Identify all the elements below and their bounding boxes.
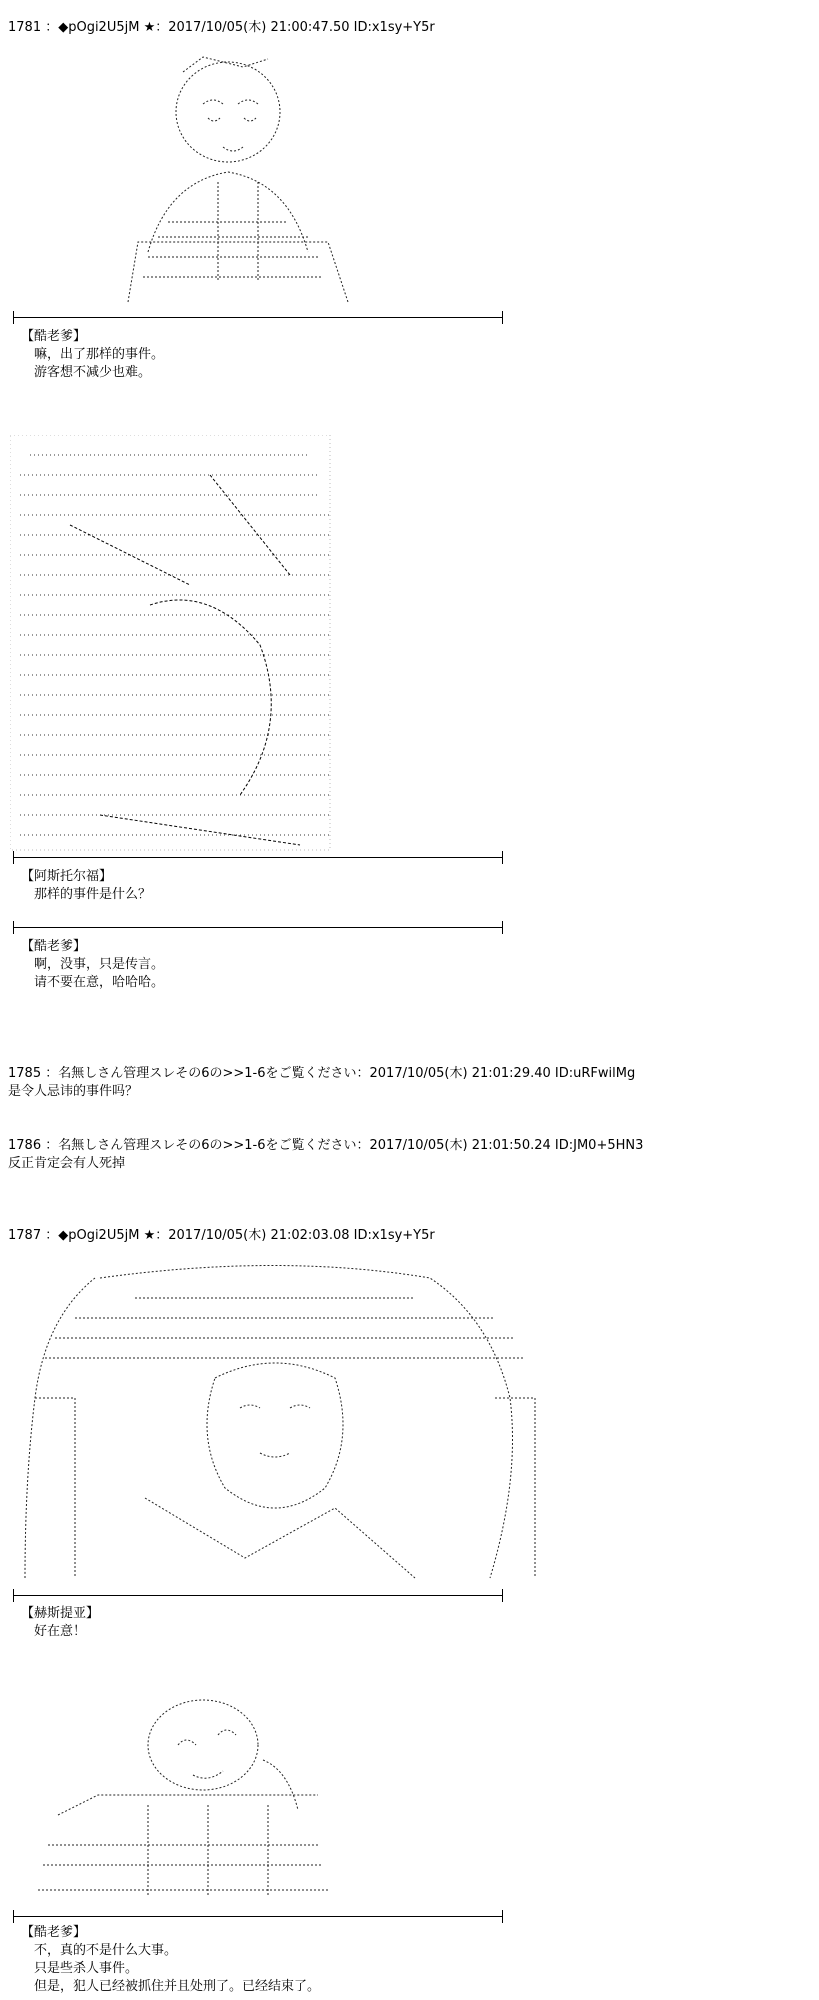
dialogue-divider: [13, 857, 503, 858]
speaker-label: 【酷老爹】: [21, 329, 87, 344]
dialogue-line: 但是，犯人已经被抓住并且处刑了。已经结束了。: [34, 1979, 321, 1994]
speaker-label: 【赫斯提亚】: [21, 1606, 100, 1621]
dialogue-divider: [13, 927, 503, 928]
post-body-1786: 反正肯定会有人死掉: [8, 1156, 126, 1171]
ascii-art-kuroushin-2: [28, 1695, 328, 1905]
dialogue-line: 只是些杀人事件。: [34, 1961, 139, 1976]
speaker-label: 【阿斯托尔福】: [21, 869, 113, 884]
speaker-label: 【酷老爹】: [21, 1925, 87, 1940]
ascii-art-hestia: [15, 1258, 545, 1588]
post-header-1785: 1785 ：名無しさん管理スレその6の>>1-6をご覧ください：2017/10/05(木) 21:01:29.40 ID:uRFwilMg: [8, 1066, 636, 1081]
dialogue-line: 不，真的不是什么大事。: [34, 1943, 178, 1958]
dialogue-divider: [13, 1595, 503, 1596]
post-body-1785: 是令人忌讳的事件吗？: [8, 1084, 139, 1099]
dialogue-line: 游客想不减少也难。: [34, 365, 152, 380]
post-header-1787: 1787 ：◆pOgi2U5jM ★：2017/10/05(木) 21:02:03.08 ID:x1sy+Y5r: [8, 1228, 435, 1243]
dialogue-line: 请不要在意，哈哈哈。: [34, 975, 165, 990]
dialogue-divider: [13, 317, 503, 318]
speaker-label: 【酷老爹】: [21, 939, 87, 954]
dialogue-divider: [13, 1916, 503, 1917]
dialogue-line: 嘛，出了那样的事件。: [34, 347, 165, 362]
dialogue-line: 好在意！: [34, 1624, 87, 1639]
dialogue-line: 那样的事件是什么？: [34, 887, 152, 902]
post-header-1781: 1781 ：◆pOgi2U5jM ★：2017/10/05(木) 21:00:47.50 ID:x1sy+Y5r: [8, 20, 435, 35]
post-header-1786: 1786 ：名無しさん管理スレその6の>>1-6をご覧ください：2017/10/05(木) 21:01:50.24 ID:JM0+5HN3: [8, 1138, 644, 1153]
ascii-art-kuroushin-1: [108, 52, 358, 307]
ascii-art-astolfo: [10, 435, 340, 855]
dialogue-line: 啊，没事，只是传言。: [34, 957, 165, 972]
